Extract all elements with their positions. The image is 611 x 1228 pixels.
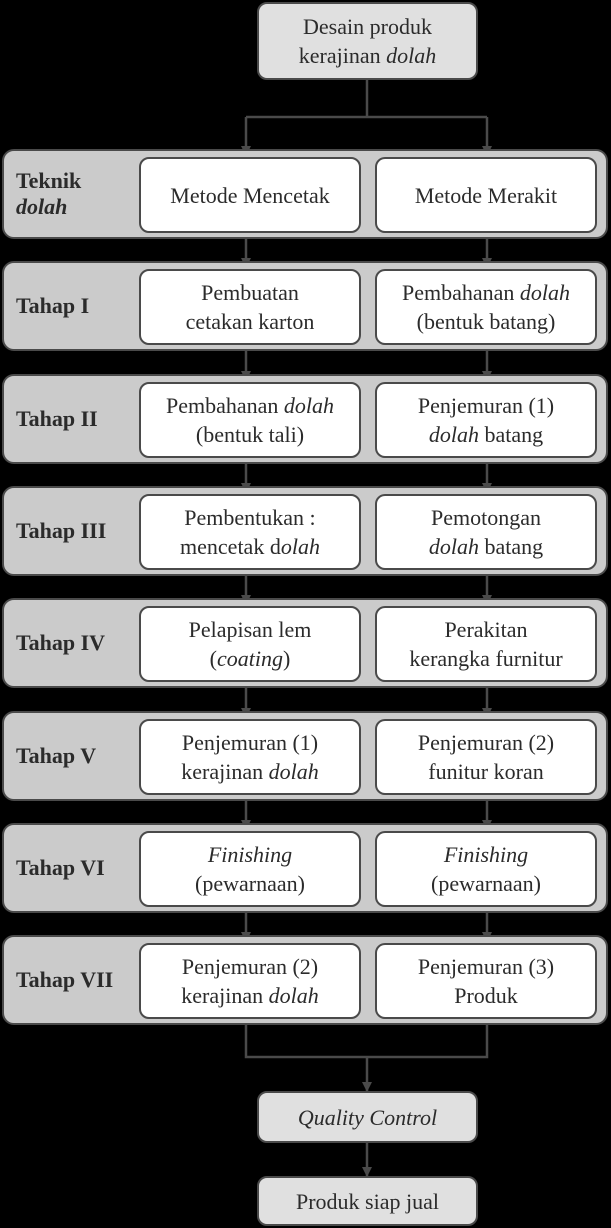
- step-text: [166, 391, 334, 449]
- stage-row: [2, 486, 608, 576]
- italic-segment: Quality Control: [297, 1104, 438, 1130]
- row-label: [16, 600, 105, 686]
- molding-method-step: [139, 719, 361, 795]
- italic-segment: coating: [217, 646, 283, 671]
- text-segment: Teknik: [16, 168, 82, 193]
- text-segment: Pembahanan: [165, 393, 284, 418]
- quality-control-text: [298, 1103, 437, 1132]
- assembly-method-step: [375, 831, 597, 907]
- text-segment: funitur koran: [428, 759, 544, 784]
- step-text: [181, 952, 318, 1010]
- text-line: [186, 307, 315, 336]
- row-label-text: [16, 168, 81, 220]
- text-line: [429, 532, 543, 561]
- text-line: [418, 952, 554, 981]
- text-segment: Penjemuran (2): [181, 954, 319, 979]
- stage-row: [2, 261, 608, 351]
- text-line: [418, 728, 554, 757]
- step-text: [418, 391, 554, 449]
- text-segment: kerajinan: [181, 983, 269, 1008]
- text-line: [402, 307, 570, 336]
- row-label-text: [16, 293, 89, 319]
- text-line: [16, 743, 96, 769]
- text-line: [180, 503, 320, 532]
- text-segment: Metode Merakit: [414, 182, 558, 208]
- text-line: [195, 840, 305, 869]
- text-line: [181, 728, 318, 757]
- assembly-method-step: [375, 719, 597, 795]
- text-line: [186, 278, 315, 307]
- stage-row: [2, 711, 608, 801]
- row-label-text: [16, 630, 105, 656]
- assembly-method-step: [375, 269, 597, 345]
- row-label: [16, 825, 105, 911]
- text-line: [16, 630, 105, 656]
- step-text: [415, 181, 557, 210]
- quality-control-node: [257, 1091, 478, 1143]
- text-line: [16, 855, 105, 881]
- text-segment: Tahap I: [16, 293, 90, 318]
- molding-method-step: [139, 382, 361, 458]
- italic-segment: Finishing: [443, 842, 529, 867]
- italic-segment: Finishing: [207, 842, 293, 867]
- end-node-text: [296, 1187, 439, 1216]
- row-label-text: [16, 967, 113, 993]
- text-segment: (: [209, 646, 217, 671]
- text-line: [429, 503, 543, 532]
- start-node-text: [299, 12, 436, 70]
- text-line: [181, 981, 318, 1010]
- text-segment: Penjemuran (3): [417, 954, 555, 979]
- text-line: [431, 840, 541, 869]
- text-line: [195, 869, 305, 898]
- text-line: [166, 391, 334, 420]
- step-text: [195, 840, 305, 898]
- row-label: [16, 488, 106, 574]
- row-label-text: [16, 518, 106, 544]
- text-segment: Pembuatan: [201, 280, 299, 305]
- text-segment: Pemotongan: [431, 505, 541, 530]
- text-line: [189, 615, 312, 644]
- step-text: [186, 278, 315, 336]
- step-text: [431, 840, 541, 898]
- row-label-text: [16, 743, 96, 769]
- italic-segment: dolah: [428, 422, 479, 447]
- text-segment: (bentuk batang): [416, 309, 556, 334]
- text-line: [181, 952, 318, 981]
- assembly-method-step: [375, 606, 597, 682]
- row-label: [16, 376, 98, 462]
- italic-segment: dolah: [519, 280, 571, 305]
- start-node: [257, 2, 478, 80]
- italic-segment: dolah: [16, 194, 68, 219]
- text-segment: kerangka furnitur: [409, 646, 563, 671]
- text-line: [16, 406, 98, 432]
- text-line: [409, 644, 562, 673]
- molding-method-step: [139, 494, 361, 570]
- text-segment: cetakan karton: [185, 309, 315, 334]
- italic-segment: dolah: [428, 534, 479, 559]
- row-label: [16, 263, 89, 349]
- text-line: [298, 1103, 437, 1132]
- text-segment: Penjemuran (2): [417, 730, 555, 755]
- text-segment: Metode Mencetak: [170, 182, 330, 208]
- text-segment: Pembahanan: [401, 280, 520, 305]
- text-segment: Pembentukan :: [184, 505, 316, 530]
- molding-method-step: [139, 606, 361, 682]
- stage-row: [2, 598, 608, 688]
- text-segment: kerajinan: [181, 759, 269, 784]
- molding-method-step: [139, 269, 361, 345]
- text-line: [16, 168, 81, 194]
- text-segment: Tahap VI: [16, 855, 105, 880]
- row-label: [16, 937, 113, 1023]
- stage-row: [2, 374, 608, 464]
- text-segment: Produk: [454, 983, 518, 1008]
- text-segment: (pewarnaan): [431, 871, 541, 896]
- text-segment: (pewarnaan): [195, 871, 305, 896]
- text-segment: Tahap VII: [16, 967, 114, 992]
- text-line: [189, 644, 312, 673]
- step-text: [402, 278, 570, 336]
- text-segment: Tahap III: [16, 518, 107, 543]
- text-segment: Desain produk: [303, 14, 432, 39]
- text-line: [166, 420, 334, 449]
- italic-segment: dolah: [268, 983, 319, 1008]
- step-text: [181, 728, 318, 786]
- text-line: [299, 12, 436, 41]
- text-line: [16, 967, 113, 993]
- text-segment: Perakitan: [444, 617, 528, 642]
- text-segment: Penjemuran (1): [417, 393, 555, 418]
- text-segment: Tahap IV: [16, 630, 106, 655]
- end-node: [257, 1176, 478, 1226]
- text-segment: Penjemuran (1): [181, 730, 319, 755]
- row-label-text: [16, 855, 105, 881]
- text-segment: (bentuk tali): [195, 422, 305, 447]
- text-line: [431, 869, 541, 898]
- text-segment: Tahap II: [16, 406, 98, 431]
- text-line: [415, 181, 557, 210]
- text-line: [418, 391, 554, 420]
- step-text: [418, 952, 554, 1010]
- text-line: [402, 278, 570, 307]
- text-segment: Pelapisan lem: [188, 617, 312, 642]
- stage-row: [2, 935, 608, 1025]
- assembly-method-step: [375, 494, 597, 570]
- technique-row: [2, 149, 608, 239]
- text-segment: mencetak d: [180, 534, 281, 559]
- text-line: [418, 420, 554, 449]
- step-text: [409, 615, 562, 673]
- text-segment: Produk siap jual: [296, 1188, 439, 1214]
- text-line: [170, 181, 329, 210]
- row-label: [16, 151, 81, 237]
- stage-row: [2, 823, 608, 913]
- step-text: [170, 181, 329, 210]
- molding-method-step: [139, 831, 361, 907]
- step-text: [429, 503, 543, 561]
- text-line: [296, 1187, 439, 1216]
- molding-method-step: [139, 157, 361, 233]
- text-segment: kerajinan: [298, 43, 387, 68]
- italic-segment: dolah: [283, 393, 335, 418]
- text-line: [418, 757, 554, 786]
- assembly-method-step: [375, 382, 597, 458]
- text-line: [418, 981, 554, 1010]
- italic-segment: olah: [280, 534, 320, 559]
- text-segment: batang: [478, 534, 544, 559]
- text-line: [409, 615, 562, 644]
- molding-method-step: [139, 943, 361, 1019]
- assembly-method-step: [375, 943, 597, 1019]
- text-line: [181, 757, 318, 786]
- text-segment: batang: [478, 422, 544, 447]
- step-text: [418, 728, 554, 786]
- text-segment: ): [283, 646, 291, 671]
- italic-segment: dolah: [386, 43, 437, 68]
- assembly-method-step: [375, 157, 597, 233]
- row-label: [16, 713, 96, 799]
- text-segment: Tahap V: [16, 743, 97, 768]
- step-text: [189, 615, 312, 673]
- text-line: [180, 532, 320, 561]
- italic-segment: dolah: [268, 759, 319, 784]
- step-text: [180, 503, 320, 561]
- text-line: [299, 41, 436, 70]
- row-label-text: [16, 406, 98, 432]
- text-line: [16, 293, 89, 319]
- text-line: [16, 518, 106, 544]
- text-line: [16, 194, 81, 220]
